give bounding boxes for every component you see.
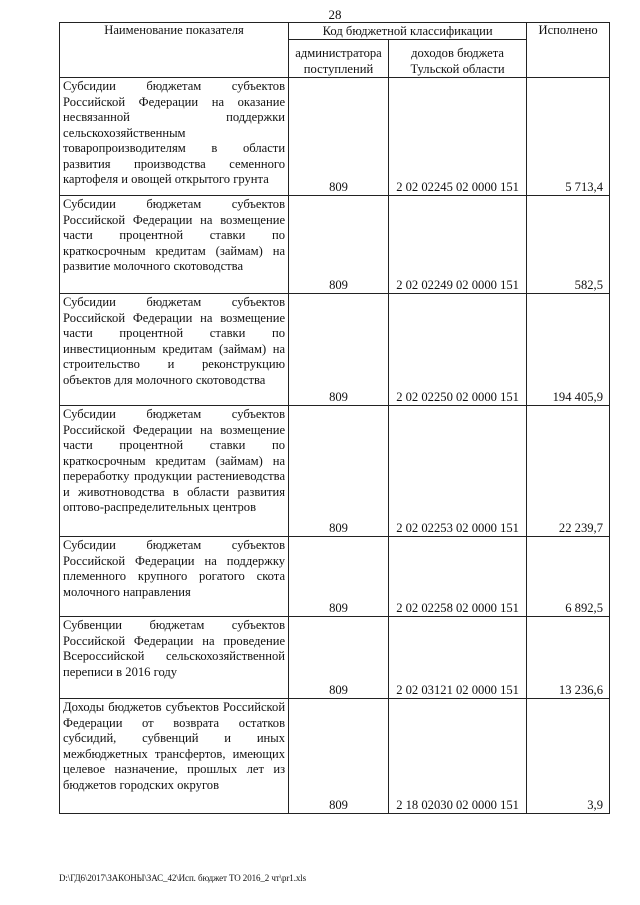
table-row bbox=[60, 196, 610, 294]
row-amount: 13 236,6 bbox=[527, 617, 610, 699]
row-amount: 6 892,5 bbox=[527, 537, 610, 617]
page-number: 28 bbox=[328, 7, 342, 22]
row-name: Субсидии бюджетам субъектов Российской Федерации на возмещение части процентной ставки по краткосрочным кредитам (займам) на переработку продукции растениеводства и животноводства в области развития оптово-распределительных центров bbox=[60, 406, 289, 537]
row-code: 2 02 02258 02 0000 151 bbox=[388, 537, 526, 617]
row-name: Субсидии бюджетам субъектов Российской Федерации на возмещение части процентной ставки по инвестиционным кредитам (займам) на строительство и реконструкцию объектов для молочного скотоводства bbox=[60, 294, 289, 406]
header-income-line1: доходов бюджета bbox=[411, 46, 505, 60]
row-admin: 809 bbox=[289, 294, 389, 406]
table-row bbox=[60, 699, 610, 814]
row-name: Субсидии бюджетам субъектов Российской Федерации на возмещение части процентной ставки по краткосрочным кредитам (займам) на развитие молочного скотоводства bbox=[60, 196, 289, 294]
table-row bbox=[60, 406, 610, 537]
row-code: 2 02 03121 02 0000 151 bbox=[388, 617, 526, 699]
row-name: Доходы бюджетов субъектов Российской Федерации от возврата остатков субсидий, субвенций и иных межбюджетных трансфертов, имеющих целевое назначение, прошлых лет из бюджетов городских округов bbox=[60, 699, 289, 814]
header-income-col bbox=[388, 40, 526, 78]
row-code: 2 02 02249 02 0000 151 bbox=[388, 196, 526, 294]
row-admin: 809 bbox=[289, 537, 389, 617]
row-admin: 809 bbox=[289, 78, 389, 196]
row-name: Субвенции бюджетам субъектов Российской Федерации на проведение Всероссийской сельскохозяйственной переписи в 2016 году bbox=[60, 617, 289, 699]
row-code: 2 02 02245 02 0000 151 bbox=[388, 78, 526, 196]
row-code: 2 18 02030 02 0000 151 bbox=[388, 699, 526, 814]
header-admin-line2: поступлений bbox=[303, 61, 374, 76]
row-amount: 22 239,7 bbox=[527, 406, 610, 537]
row-admin: 809 bbox=[289, 617, 389, 699]
table-row bbox=[60, 78, 610, 196]
header-code-group: Код бюджетной классификации bbox=[289, 23, 527, 40]
budget-table bbox=[59, 22, 610, 814]
row-amount: 3,9 bbox=[527, 699, 610, 814]
row-name: Субсидии бюджетам субъектов Российской Федерации на оказание несвязанной поддержки сельскохозяйственным товаропроизводителям в области развития производства семенного картофеля и овощей открытого грунта bbox=[60, 78, 289, 196]
header-name-col: Наименование показателя bbox=[60, 23, 289, 78]
table-row bbox=[60, 294, 610, 406]
row-code: 2 02 02253 02 0000 151 bbox=[388, 406, 526, 537]
row-admin: 809 bbox=[289, 196, 389, 294]
file-path-footer: D:\ГД6\2017\ЗАКОНЫ\ЗАС_42\Исп. бюджет ТО 2016_2 чт\pr1.xls bbox=[59, 873, 307, 883]
row-admin: 809 bbox=[289, 406, 389, 537]
table-row bbox=[60, 617, 610, 699]
header-executed-col: Исполнено bbox=[527, 23, 610, 78]
row-amount: 194 405,9 bbox=[527, 294, 610, 406]
header-income-line2: Тульской области bbox=[410, 61, 505, 76]
row-admin: 809 bbox=[289, 699, 389, 814]
table-row bbox=[60, 537, 610, 617]
header-admin-line1: администратора bbox=[295, 46, 382, 60]
row-amount: 582,5 bbox=[527, 196, 610, 294]
row-code: 2 02 02250 02 0000 151 bbox=[388, 294, 526, 406]
header-admin-col bbox=[289, 40, 389, 78]
row-amount: 5 713,4 bbox=[527, 78, 610, 196]
row-name: Субсидии бюджетам субъектов Российской Федерации на поддержку племенного крупного рогатого скота молочного направления bbox=[60, 537, 289, 617]
